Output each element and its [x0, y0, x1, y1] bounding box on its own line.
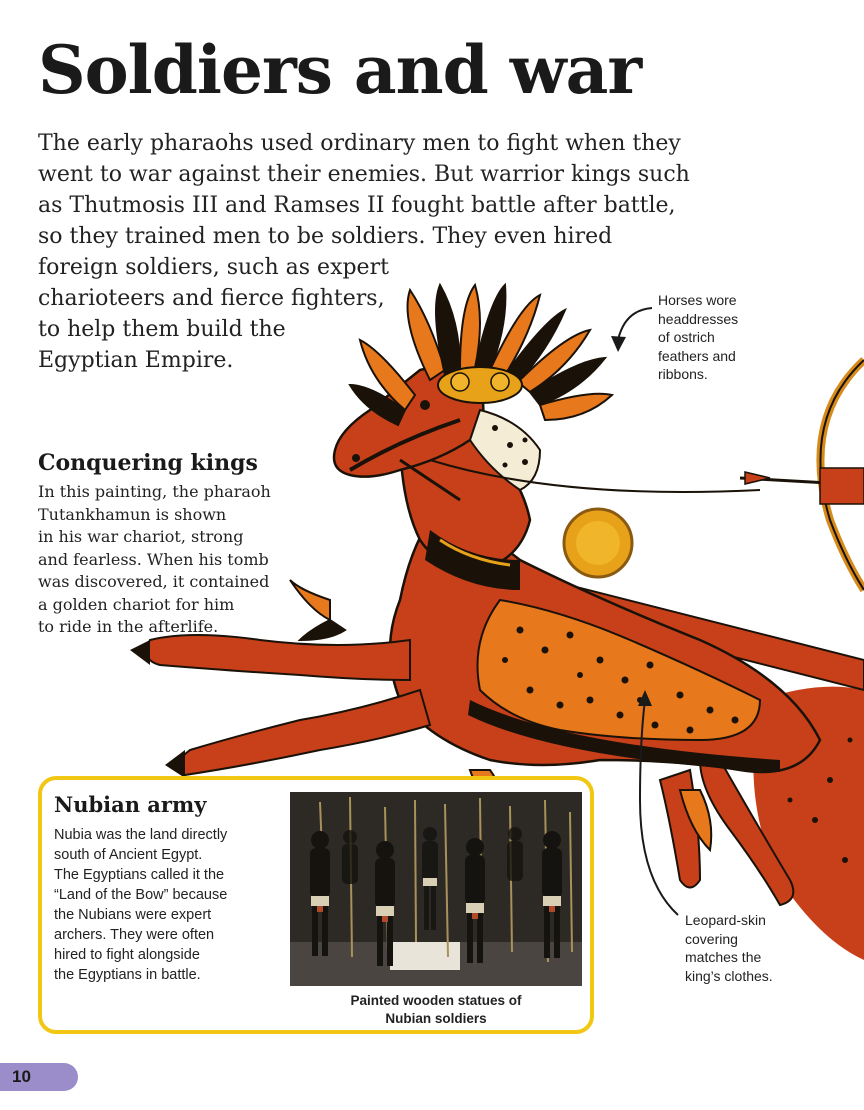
conquering-kings-text — [38, 481, 271, 639]
body-line: a golden chariot for him — [38, 594, 235, 614]
horse-eye — [420, 400, 430, 410]
intro-line: as Thutmosis III and Ramses II fought battle after battle, — [38, 193, 676, 218]
body-line: In this painting, the pharaoh — [38, 482, 271, 501]
body-line: in his war chariot, strong — [38, 527, 244, 546]
body-line: Tutankhamun is shown — [38, 504, 227, 524]
horses-callout — [658, 291, 738, 384]
intro-paragraph — [38, 128, 688, 376]
nubian-army-heading: Nubian army — [54, 792, 207, 817]
nubian-soldier-statues-photo — [290, 792, 582, 986]
callout-line: Leopard-skin — [685, 912, 766, 928]
callout-line: feathers and — [658, 347, 736, 364]
body-line: south of Ancient Egypt. — [54, 847, 203, 863]
callout-line: matches the — [685, 949, 762, 965]
intro-line: foreign soldiers, such as expert — [38, 255, 389, 280]
intro-line: to help them build the — [38, 317, 286, 342]
body-line: and fearless. When his tomb — [38, 549, 269, 569]
body-line: archers. They were often — [54, 927, 215, 943]
leopard-callout — [685, 911, 773, 985]
statues-illustration — [290, 792, 582, 986]
caption-line: Nubian soldiers — [385, 1011, 487, 1026]
intro-line: Egyptian Empire. — [38, 348, 234, 373]
body-line: to ride in the afterlife. — [38, 617, 219, 636]
body-line: hired to fight alongside — [54, 947, 200, 963]
body-line: “Land of the Bow” because — [54, 887, 228, 903]
body-line: was discovered, it contained — [38, 572, 270, 591]
page-number-tab — [0, 1063, 78, 1091]
body-line: the Nubians were expert — [54, 907, 212, 923]
callout-line: headdresses — [658, 310, 739, 327]
intro-line: went to war against their enemies. But warrior kings such — [38, 162, 690, 187]
intro-line: The early pharaohs used ordinary men to fight when they — [38, 131, 681, 156]
horse-front-leg-upper — [147, 635, 410, 680]
callout-line: Horses wore — [658, 292, 737, 308]
conquering-kings-heading: Conquering kings — [38, 450, 258, 476]
body-line: The Egyptians called it the — [54, 867, 225, 883]
callout-line: of ostrich — [658, 329, 715, 345]
page-number: 10 — [12, 1067, 31, 1086]
callout-line: covering — [685, 930, 738, 947]
photo-caption — [290, 992, 582, 1028]
nubian-army-text — [54, 825, 227, 985]
horse-front-leg-lower — [179, 690, 430, 775]
intro-line: so they trained men to be soldiers. They even hired — [38, 224, 613, 249]
page-title: Soldiers and war — [38, 31, 642, 109]
intro-line: charioteers and fierce fighters, — [38, 286, 385, 311]
caption-line: Painted wooden statues of — [350, 993, 522, 1008]
body-line: Nubia was the land directly — [54, 827, 228, 843]
callout-line: king’s clothes. — [685, 967, 773, 984]
nubian-army-box — [38, 776, 594, 1034]
callout-line: ribbons. — [658, 366, 708, 382]
body-line: the Egyptians in battle. — [54, 967, 201, 983]
